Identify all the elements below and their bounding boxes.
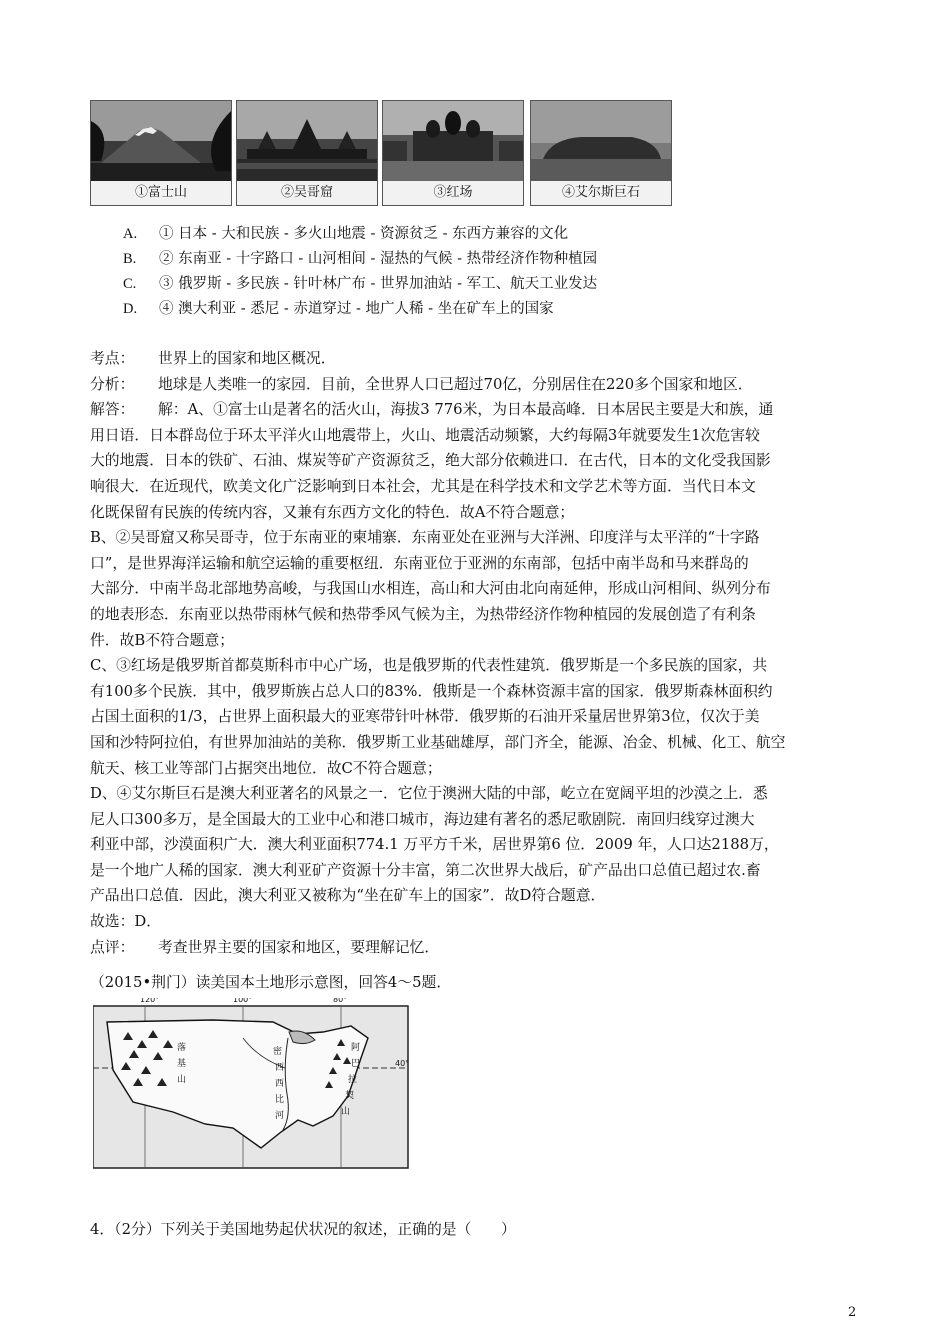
lon-label: 80° <box>333 998 348 1004</box>
dianping-label: 点评： <box>90 938 135 956</box>
fenxi-label: 分析： <box>90 375 135 393</box>
option-letter: A. <box>123 226 138 242</box>
photo-caption: ①富士山 <box>91 181 231 205</box>
option-text: ① 日本 - 大和民族 - 多火山地震 - 资源贫乏 - 东西方兼容的文化 <box>159 226 569 242</box>
answer-line: 件．故B不符合题意； <box>90 631 235 649</box>
uluru-photo <box>530 100 672 206</box>
region-label: 落 <box>177 1043 187 1053</box>
photo-caption: ④艾尔斯巨石 <box>531 181 671 205</box>
question-intro: （2015•荆门）读美国本土地形示意图，回答4～5题． <box>90 974 452 991</box>
region-label: 西 <box>275 1079 285 1089</box>
angkor-wat-photo <box>236 100 378 206</box>
option-text: ④ 澳大利亚 - 悉尼 - 赤道穿过 - 地广人稀 - 坐在矿车上的国家 <box>159 301 554 317</box>
analysis-section <box>90 346 870 960</box>
answer-line: 大的地震．日本的铁矿、石油、煤炭等矿产资源贫乏，绝大部分依赖进口．在古代，日本的文化受我国影 <box>90 452 771 470</box>
answer-line: 国和沙特阿拉伯，有世界加油站的美称．俄罗斯工业基础雄厚，部门齐全，能源、冶金、机械、化工、航空 <box>90 733 786 751</box>
lon-label: 100° <box>233 998 253 1004</box>
option-a <box>123 222 568 246</box>
red-square-photo <box>382 100 524 206</box>
dianping-line <box>90 935 870 961</box>
answer-line: 有100多个民族．其中，俄罗斯族占总人口的83%．俄斯是一个森林资源丰富的国家．俄罗斯森林面积约 <box>90 682 773 700</box>
option-text: ② 东南亚 - 十字路口 - 山河相间 - 湿热的气候 - 热带经济作物种植园 <box>159 251 598 267</box>
fenxi-text: 地球是人类唯一的家园．目前，全世界人口已超过70亿，分别居住在220多个国家和地区． <box>158 375 753 393</box>
option-letter: C. <box>123 276 137 292</box>
dianping-text: 考查世界主要的国家和地区，要理解记忆． <box>158 938 440 956</box>
option-letter: B. <box>123 251 137 267</box>
answer-line: C、③红场是俄罗斯首都莫斯科市中心广场，也是俄罗斯的代表性建筑．俄罗斯是一个多民族的国家，共 <box>90 657 768 675</box>
jieda-label: 解答： <box>90 401 135 419</box>
region-label: 山 <box>341 1107 351 1117</box>
option-text: ③ 俄罗斯 - 多民族 - 针叶林广布 - 世界加油站 - 军工、航天工业发达 <box>159 276 598 292</box>
answer-line: 利亚中部，沙漠面积广大．澳大利亚面积774.1 万平方千米，居世界第6 位．2009 年，人口达2188万， <box>90 836 779 854</box>
region-label: 比 <box>275 1095 285 1105</box>
answer-line: 尼人口300多万，是全国最大的工业中心和港口城市，海边建有著名的悉尼歌剧院．南回归线穿过澳大 <box>90 810 755 828</box>
answer-line: B、②吴哥窟又称吴哥寺，位于东南亚的柬埔寨．东南亚处在亚洲与大洋洲、印度洋与太平洋的“十字路 <box>90 529 760 547</box>
region-label: 山 <box>177 1075 187 1085</box>
lat-label: 40° <box>395 1059 410 1068</box>
option-letter: D. <box>123 301 138 317</box>
answer-line: 响很大．在近现代，欧美文化广泛影响到日本社会，尤其是在科学技术和文学艺术等方面．当代日本文 <box>90 477 756 495</box>
region-label: 河 <box>275 1111 285 1121</box>
region-label: 密 <box>273 1047 283 1057</box>
landmark-photo-strip <box>90 100 671 204</box>
option-d <box>123 297 554 321</box>
photo-caption: ②吴哥窟 <box>237 181 377 205</box>
region-label: 基 <box>177 1059 187 1069</box>
final-answer: 故选：D． <box>90 913 162 931</box>
answer-line: D、④艾尔斯巨石是澳大利亚著名的风景之一．它位于澳洲大陆的中部，屹立在宽阔平坦的沙漠之上．悉 <box>90 785 768 803</box>
answer-line: 解：A、①富士山是著名的活火山，海拔3 776米，为日本最高峰．日本居民主要是大和族，通 <box>158 401 774 419</box>
answer-line: 航天、核工业等部门占据突出地位．故C不符合题意； <box>90 759 442 777</box>
option-b <box>123 247 597 271</box>
region-label: 契 <box>345 1091 355 1101</box>
photo-caption: ③红场 <box>383 181 523 205</box>
answer-line: 大部分．中南半岛北部地势高峻，与我国山水相连，高山和大河由北向南延伸，形成山河相间、纵列分布 <box>90 580 771 598</box>
region-label: 巴 <box>351 1059 361 1069</box>
answer-line: 化既保留有民族的传统内容，又兼有东西方文化的特色．故A不符合题意； <box>90 503 575 521</box>
usa-terrain-map <box>93 998 413 1171</box>
answer-line: 是一个地广人稀的国家．澳大利亚矿产资源十分丰富，第二次世界大战后，矿产品出口总值已超过农.畜 <box>90 861 761 879</box>
region-label: 阿 <box>351 1043 361 1053</box>
answer-line: 产品出口总值．因此，澳大利亚又被称为“坐在矿车上的国家”．故D符合题意． <box>90 887 606 905</box>
kaodian-text: 世界上的国家和地区概况． <box>158 350 336 367</box>
option-c <box>123 272 597 296</box>
answer-line: 占国土面积的1/3，占世界上面积最大的亚寒带针叶林带．俄罗斯的石油开采量居世界第3位，仅次于美 <box>90 708 760 726</box>
answer-line: 口”，是世界海洋运输和航空运输的重要枢纽．东南亚位于亚洲的东南部，包括中南半岛和马来群岛的 <box>90 554 749 572</box>
answer-line: 用日语．日本群岛位于环太平洋火山地震带上，火山、地震活动频繁，大约每隔3年就要发生1次危害较 <box>90 426 760 444</box>
kaodian-label: 考点： <box>90 350 135 367</box>
answer-line: 的地表形态．东南亚以热带雨林气候和热带季风气候为主，为热带经济作物种植园的发展创造了有利条 <box>90 605 756 623</box>
region-label: 拉 <box>348 1075 358 1085</box>
question-4: 4．（2分）下列关于美国地势起伏状况的叙述，正确的是（ ） <box>90 1221 516 1238</box>
fuji-photo <box>90 100 232 206</box>
kaodian-line <box>90 346 870 372</box>
jieda-line <box>90 397 870 423</box>
region-label: 西 <box>275 1063 285 1073</box>
page-number: 2 <box>848 1305 857 1320</box>
lon-label: 120° <box>140 998 160 1004</box>
fenxi-line <box>90 372 870 398</box>
